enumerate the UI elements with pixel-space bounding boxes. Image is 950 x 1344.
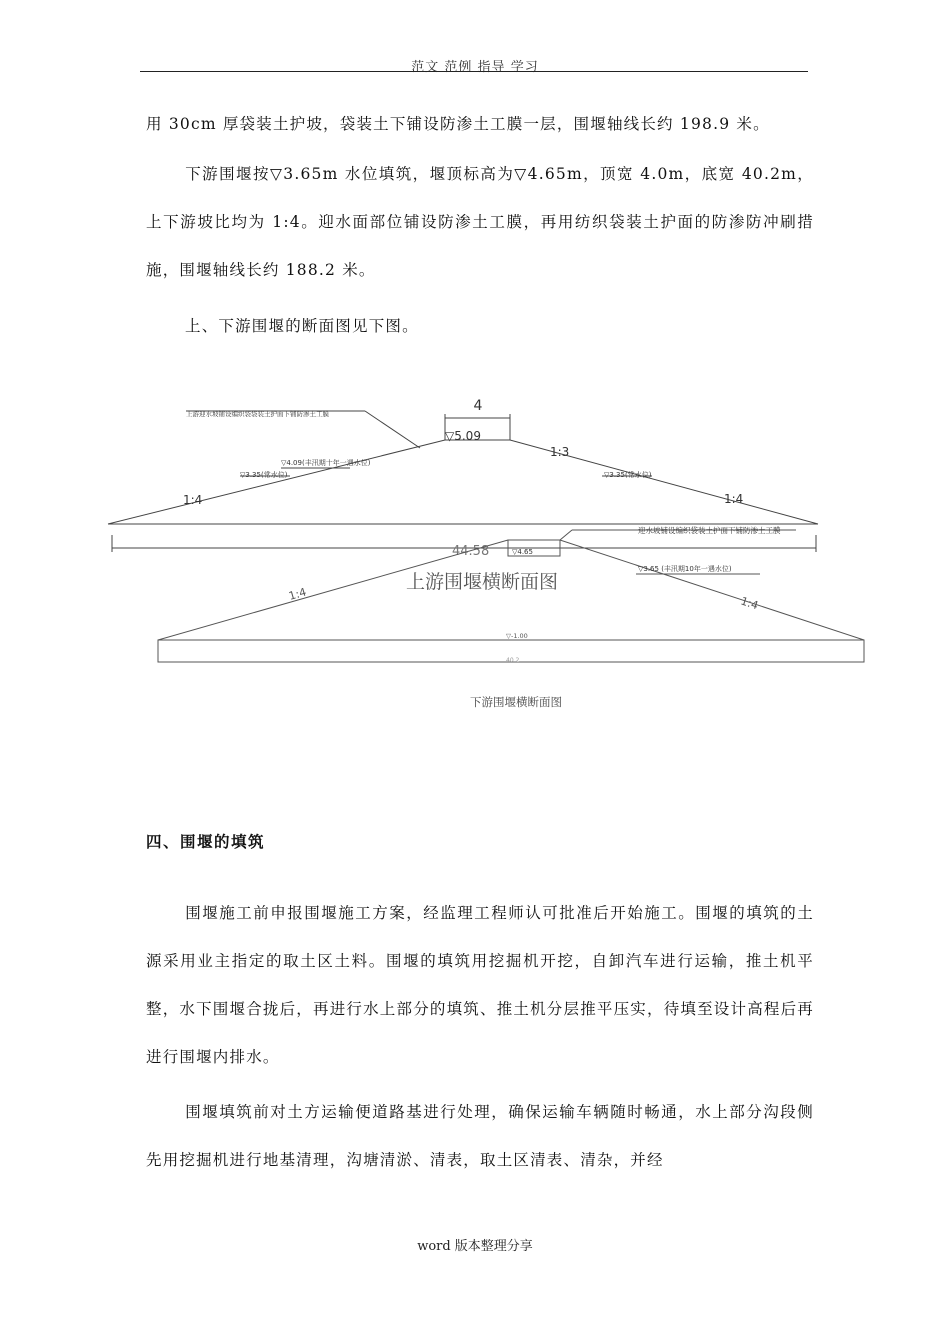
lower-caption: 下游围堰横断面图	[470, 695, 562, 709]
paragraph-4-text: 围堰施工前申报围堰施工方案，经监理工程师认可批准后开始施工。围堰的填筑的土源采用业主指定的取土区土料。围堰的填筑用挖掘机开挖，自卸汽车进行运输，推土机平整，水下围堰合拢后，再进行水上部分的填筑、推土机分层推平压实，待填至设计高程后再进行围堰内排水。	[146, 904, 815, 1066]
upper-caption: 上游围堰横断面图	[406, 571, 559, 593]
paragraph-1: 用 30cm 厚袋装土护坡，袋装土下铺设防渗土工膜一层，围堰轴线长约 198.9 米。	[146, 115, 770, 133]
paragraph-2	[146, 150, 814, 294]
lower-slope-right: 1:4	[739, 594, 760, 613]
paragraph-5-text: 围堰填筑前对土方运输便道路基进行处理，确保运输车辆随时畅通，水上部分沟段侧先用挖掘机进行地基清理，沟塘清淤、清表，取土区清表、清杂，并经	[146, 1103, 814, 1169]
upper-slope-right-lower: 1:4	[724, 492, 744, 506]
page-footer: word 版本整理分享	[417, 1239, 533, 1254]
upper-crest-level: ▽5.09	[445, 429, 481, 443]
lower-note-right: 迎水坡铺设编织袋装土护面下铺防渗土工膜	[638, 526, 781, 535]
section-heading: 四、围堰的填筑	[146, 832, 266, 851]
lower-slope-left: 1:4	[287, 585, 308, 603]
upper-normal-level-right: ▽3.35(常水位)	[604, 471, 652, 479]
paragraph-5	[146, 1088, 814, 1184]
upper-top-width: 4	[473, 398, 483, 414]
lower-note-leader	[560, 530, 572, 540]
upper-dam-outline	[108, 440, 818, 524]
lower-base-level: ▽-1.00	[506, 632, 528, 640]
page-header: 范文 范例 指导 学习	[411, 60, 539, 75]
lower-flood-level: ▽3.65 (丰汛期10年一遇水位)	[638, 565, 732, 573]
cofferdam-section-figure	[0, 380, 950, 725]
paragraph-2-text: 下游围堰按▽3.65m 水位填筑，堰顶标高为▽4.65m，顶宽 4.0m，底宽 40.2m，上下游坡比均为 1:4。迎水面部位铺设防渗土工膜，再用纺织袋装土护面的防渗防冲刷措施，围堰轴线长约 188.2 米。	[146, 165, 814, 279]
upper-base-width: 44.58	[452, 544, 490, 559]
upper-note-left: 上游迎水坡铺设编织袋袋装土护面下铺防渗土工膜	[186, 410, 329, 418]
paragraph-3	[146, 302, 814, 350]
upper-flood-level: ▽4.09(丰汛期十年一遇水位)	[281, 459, 371, 467]
header-rule	[140, 71, 808, 72]
lower-cofferdam-section	[158, 530, 864, 662]
upper-slope-right-upper: 1:3	[550, 445, 570, 459]
lower-base-width: 40.2	[506, 657, 520, 664]
paragraph-4	[146, 889, 814, 1081]
upper-slope-left: 1:4	[183, 493, 203, 507]
paragraph-3-text: 上、下游围堰的断面图见下图。	[185, 317, 419, 335]
upper-normal-level-left: ▽3.35(常水位)	[240, 471, 288, 479]
lower-crest-level: ▽4.65	[512, 548, 533, 556]
